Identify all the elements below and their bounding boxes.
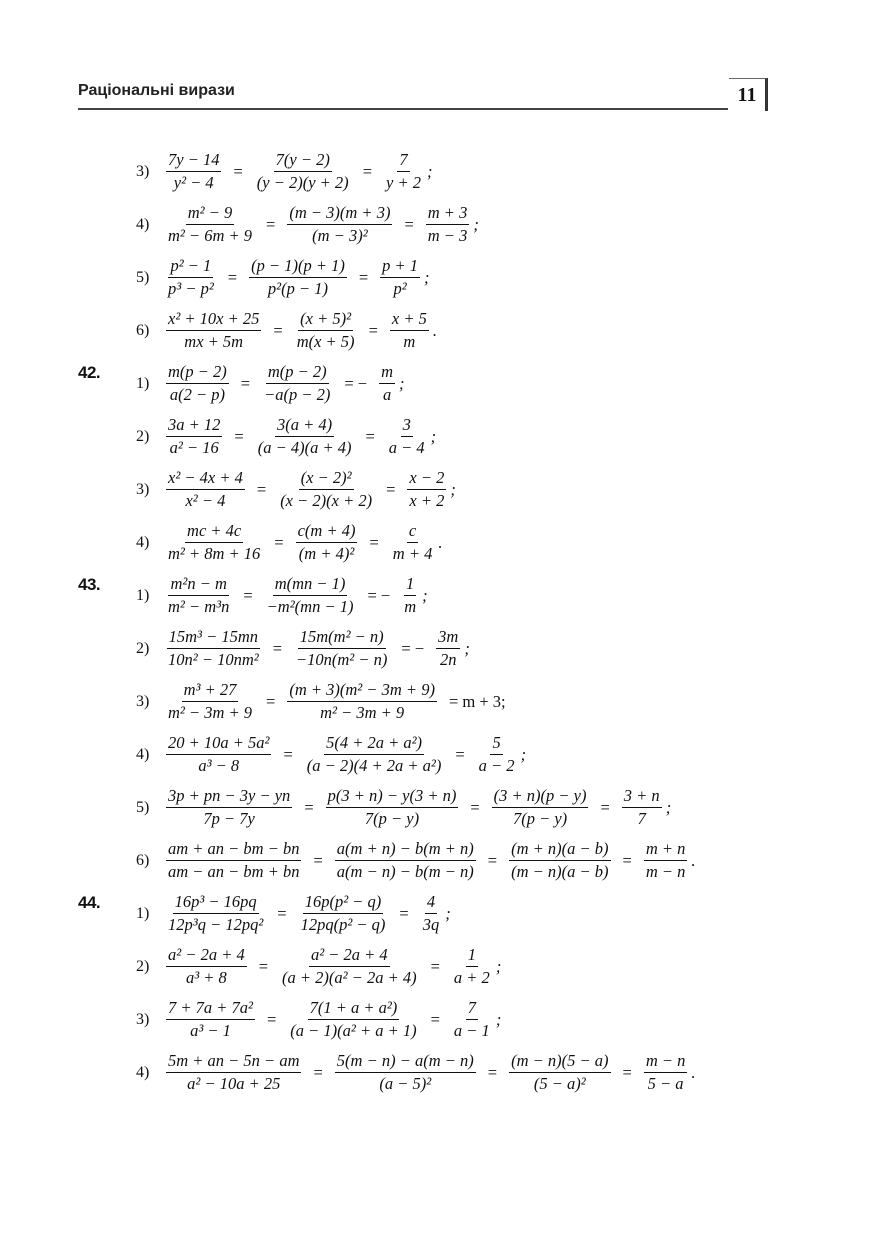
fraction (492, 786, 589, 829)
fraction (288, 998, 418, 1041)
item-label: 4) (136, 1063, 150, 1081)
fraction (295, 309, 357, 352)
problem-block (78, 569, 758, 887)
punctuation: ; (495, 956, 502, 976)
fraction (287, 680, 437, 723)
denominator: (m + 4)² (298, 544, 355, 563)
denominator: a(m − n) − b(m − n) (336, 862, 474, 881)
numerator: x² − 4x + 4 (166, 468, 245, 490)
fraction (305, 733, 444, 776)
numerator: m² − 9 (186, 203, 235, 225)
denominator: 7(p − y) (512, 809, 568, 828)
numerator: 15m³ − 15mn (167, 627, 260, 649)
solutions-content (78, 145, 758, 1099)
item-label: 6) (136, 851, 150, 869)
equation (162, 203, 479, 246)
denominator: 7 (637, 809, 646, 828)
item-label: 5) (136, 268, 150, 286)
numerator: 7y − 14 (166, 150, 221, 172)
fraction (166, 256, 216, 299)
fraction (407, 468, 446, 511)
section-title: Раціональні вирази (78, 82, 235, 99)
numerator: 20 + 10a + 5a² (166, 733, 271, 755)
numerator: 4 (425, 892, 437, 914)
denominator: a² − 16 (169, 438, 219, 457)
numerator: 7 (397, 150, 409, 172)
denominator: am − an − bm + bn (168, 862, 300, 881)
denominator: (m − n)(a − b) (511, 862, 609, 881)
denominator: mx + 5m (184, 332, 244, 351)
fraction (644, 1051, 688, 1094)
denominator: y + 2 (386, 173, 421, 192)
denominator: −10n(m² − n) (296, 650, 388, 669)
operator: = (622, 1062, 632, 1082)
numerator: (m − 3)(m + 3) (287, 203, 392, 225)
fraction (335, 839, 476, 882)
denominator: a(2 − p) (169, 385, 225, 404)
item-label: 3) (136, 162, 150, 180)
solution-line (78, 728, 758, 781)
numerator: (m − n)(5 − a) (509, 1051, 610, 1073)
operator: = (273, 320, 283, 340)
numerator: 15m(m² − n) (298, 627, 386, 649)
numerator: x² + 10x + 25 (166, 309, 261, 331)
equation (162, 945, 501, 988)
punctuation: . (691, 1062, 696, 1082)
denominator: m − 3 (427, 226, 468, 245)
denominator: (5 − a)² (533, 1074, 586, 1093)
operator: = − (367, 585, 391, 605)
operator: = (227, 267, 238, 287)
punctuation: ; (424, 267, 430, 287)
item-label: 1) (136, 374, 150, 392)
fraction (477, 733, 517, 776)
denominator: −m²(mn − 1) (266, 597, 354, 616)
denominator: y² − 4 (173, 173, 214, 192)
fraction (166, 415, 222, 458)
numerator: m + n (644, 839, 688, 861)
problem-number: 44. (78, 893, 101, 912)
equation (162, 892, 451, 935)
punctuation: ; (495, 1009, 502, 1029)
solution-line (78, 781, 758, 834)
fraction (644, 839, 688, 882)
solution-line (78, 357, 758, 410)
operator: = (266, 691, 276, 711)
numerator: 3 + n (622, 786, 662, 808)
fraction (421, 892, 442, 935)
item-label: 4) (136, 745, 150, 763)
numerator: a² − 2a + 4 (166, 945, 247, 967)
solution-line (78, 145, 758, 198)
fraction (509, 1051, 610, 1094)
operator: = (313, 1062, 323, 1082)
operator: = (622, 850, 632, 870)
item-label: 2) (136, 639, 150, 657)
solution-line (78, 410, 758, 463)
punctuation: ; (464, 638, 470, 658)
solution-line (78, 834, 758, 887)
fraction (299, 892, 388, 935)
numerator: m(p − 2) (166, 362, 229, 384)
page-number: 11 (729, 78, 768, 111)
fraction (166, 839, 301, 882)
equation (162, 680, 514, 723)
fraction (256, 415, 354, 458)
equation (162, 362, 405, 405)
operator: = (600, 797, 610, 817)
denominator: a − 2 (478, 756, 515, 775)
fraction (384, 150, 423, 193)
operator: = (399, 903, 409, 923)
operator: = (313, 850, 323, 870)
fraction (166, 574, 231, 617)
operator: = (256, 479, 267, 499)
punctuation: . (691, 850, 696, 870)
numerator: 3p + pn − 3y − yn (166, 786, 292, 808)
denominator: 10n² − 10nm² (168, 650, 259, 669)
solution-line (78, 993, 758, 1046)
page-header (78, 74, 768, 114)
denominator: (x − 2)(x + 2) (280, 491, 373, 510)
solution-line (78, 516, 758, 569)
denominator: m(x + 5) (296, 332, 355, 351)
denominator: a (382, 385, 392, 404)
item-label: 1) (136, 904, 150, 922)
denominator: 7p − 7y (203, 809, 255, 828)
numerator: (p − 1)(p + 1) (249, 256, 347, 278)
numerator: a² − 2a + 4 (309, 945, 390, 967)
operator: = (240, 373, 251, 393)
fraction (278, 468, 374, 511)
fraction (166, 1051, 301, 1094)
operator: = (243, 585, 253, 605)
numerator: x − 2 (407, 468, 446, 490)
equation (162, 150, 432, 193)
numerator: 1 (404, 574, 416, 596)
fraction (326, 786, 459, 829)
operator: = − (344, 373, 368, 393)
operator: = (368, 320, 378, 340)
punctuation: ; (473, 214, 479, 234)
item-label: 3) (136, 1010, 150, 1028)
denominator: x² − 4 (185, 491, 226, 510)
denominator: (a − 4)(a + 4) (257, 438, 352, 457)
operator: = (283, 744, 293, 764)
equation (162, 1051, 696, 1094)
problem-block (78, 887, 758, 1099)
solution-line (78, 940, 758, 993)
denominator: −a(p − 2) (264, 385, 331, 404)
numerator: c(m + 4) (296, 521, 358, 543)
numerator: 3 (401, 415, 413, 437)
fraction (166, 998, 255, 1041)
denominator: (a + 2)(a² − 2a + 4) (282, 968, 417, 987)
numerator: m + 3 (426, 203, 470, 225)
denominator: m (403, 332, 416, 351)
numerator: 7(y − 2) (274, 150, 332, 172)
numerator: 16p³ − 16pq (173, 892, 259, 914)
operator: = (455, 744, 465, 764)
solution-line (78, 887, 758, 940)
fraction (426, 203, 470, 246)
operator: = (487, 850, 498, 870)
solution-line (78, 1046, 758, 1099)
equation (162, 521, 442, 564)
equation (162, 309, 437, 352)
problem-block (78, 357, 758, 569)
denominator: (a − 2)(4 + 2a + a²) (306, 756, 442, 775)
problem-number: 42. (78, 363, 101, 382)
solution-line (78, 675, 758, 728)
solution-line (78, 463, 758, 516)
operator: = (369, 532, 379, 552)
numerator: p(3 + n) − y(3 + n) (326, 786, 459, 808)
item-label: 2) (136, 957, 150, 975)
operator: = m + 3; (448, 691, 506, 711)
fraction (166, 150, 221, 193)
denominator: (a − 5)² (379, 1074, 432, 1093)
equation (162, 839, 696, 882)
numerator: m(mn − 1) (273, 574, 348, 596)
numerator: 7 + 7a + 7a² (166, 998, 255, 1020)
numerator: 5(m − n) − a(m − n) (335, 1051, 476, 1073)
numerator: m³ + 27 (182, 680, 239, 702)
numerator: a(m + n) − b(m + n) (335, 839, 476, 861)
fraction (380, 256, 420, 299)
punctuation: ; (399, 373, 405, 393)
numerator: m − n (644, 1051, 688, 1073)
denominator: m² + 8m + 16 (168, 544, 261, 563)
fraction (166, 468, 245, 511)
fraction (296, 521, 358, 564)
denominator: p² (393, 279, 407, 298)
operator: = (404, 214, 414, 234)
denominator: m² − 3m + 9 (168, 703, 253, 722)
fraction (166, 945, 247, 988)
fraction (166, 892, 265, 935)
denominator: m + 4 (392, 544, 433, 563)
operator: = (470, 797, 480, 817)
operator: = (430, 956, 440, 976)
operator: = − (401, 638, 425, 658)
denominator: 2n (439, 650, 457, 669)
problem-number: 43. (78, 575, 101, 594)
denominator: 12p³q − 12pq² (168, 915, 264, 934)
numerator: (x + 5)² (298, 309, 353, 331)
operator: = (365, 426, 375, 446)
equation (162, 786, 671, 829)
item-label: 4) (136, 533, 150, 551)
numerator: 7 (466, 998, 478, 1020)
fraction (166, 362, 229, 405)
numerator: c (407, 521, 418, 543)
numerator: (m + 3)(m² − 3m + 9) (287, 680, 437, 702)
header-rule (78, 108, 728, 110)
numerator: 5m + an − 5n − am (166, 1051, 301, 1073)
fraction (391, 521, 435, 564)
fraction (379, 362, 395, 405)
fraction (390, 309, 429, 352)
item-label: 1) (136, 586, 150, 604)
solution-line (78, 304, 758, 357)
item-label: 3) (136, 692, 150, 710)
fraction (262, 362, 332, 405)
fraction (402, 574, 418, 617)
fraction (166, 680, 254, 723)
operator: = (258, 956, 269, 976)
fraction (622, 786, 662, 829)
numerator: (x − 2)² (299, 468, 354, 490)
fraction (255, 150, 351, 193)
numerator: m (379, 362, 395, 384)
punctuation: ; (450, 479, 456, 499)
punctuation: ; (445, 903, 451, 923)
problem-block (78, 145, 758, 357)
denominator: p³ − p² (168, 279, 214, 298)
numerator: m²n − m (168, 574, 228, 596)
equation (162, 733, 526, 776)
operator: = (234, 426, 244, 446)
numerator: (m + n)(a − b) (509, 839, 610, 861)
fraction (509, 839, 610, 882)
numerator: 16p(p² − q) (303, 892, 384, 914)
fraction (166, 786, 292, 829)
numerator: p + 1 (380, 256, 420, 278)
numerator: m(p − 2) (266, 362, 329, 384)
operator: = (304, 797, 314, 817)
denominator: m² − 6m + 9 (168, 226, 253, 245)
denominator: a² − 10a + 25 (187, 1074, 281, 1093)
solution-line (78, 569, 758, 622)
numerator: x + 5 (390, 309, 429, 331)
operator: = (266, 214, 276, 234)
denominator: m² − 3m + 9 (320, 703, 405, 722)
denominator: m² − m³n (168, 597, 230, 616)
operator: = (266, 1009, 277, 1029)
solution-line (78, 622, 758, 675)
denominator: 12pq(p² − q) (300, 915, 386, 934)
denominator: (m − 3)² (312, 226, 368, 245)
fraction (166, 521, 262, 564)
equation (162, 415, 436, 458)
fraction (249, 256, 347, 299)
numerator: 3a + 12 (166, 415, 222, 437)
equation (162, 468, 456, 511)
denominator: a − 4 (388, 438, 425, 457)
item-label: 2) (136, 427, 150, 445)
denominator: m − n (645, 862, 686, 881)
operator: = (487, 1062, 498, 1082)
numerator: 3m (436, 627, 460, 649)
numerator: (3 + n)(p − y) (492, 786, 589, 808)
denominator: p²(p − 1) (267, 279, 328, 298)
numerator: 1 (466, 945, 478, 967)
fraction (166, 203, 254, 246)
fraction (335, 1051, 476, 1094)
punctuation: ; (430, 426, 437, 446)
item-label: 3) (136, 480, 150, 498)
operator: = (362, 161, 372, 181)
equation (162, 627, 470, 670)
operator: = (233, 161, 243, 181)
fraction (387, 415, 427, 458)
item-label: 4) (136, 215, 150, 233)
item-label: 6) (136, 321, 150, 339)
operator: = (358, 267, 369, 287)
fraction (452, 998, 492, 1041)
numerator: 3(a + 4) (275, 415, 334, 437)
fraction (287, 203, 392, 246)
denominator: 3q (422, 915, 440, 934)
punctuation: ; (520, 744, 527, 764)
fraction (265, 574, 356, 617)
punctuation: ; (426, 161, 433, 181)
operator: = (430, 1009, 440, 1029)
denominator: a³ + 8 (185, 968, 227, 987)
denominator: x + 2 (409, 491, 445, 510)
solution-line (78, 198, 758, 251)
fraction (280, 945, 419, 988)
equation (162, 574, 428, 617)
operator: = (272, 638, 283, 658)
punctuation: ; (665, 797, 672, 817)
denominator: a − 1 (453, 1021, 490, 1040)
punctuation: . (438, 532, 443, 552)
denominator: a³ − 8 (198, 756, 240, 775)
fraction (452, 945, 492, 988)
fraction (166, 309, 261, 352)
numerator: 7(1 + a + a²) (308, 998, 400, 1020)
numerator: 5 (490, 733, 502, 755)
numerator: am + an − bm − bn (166, 839, 301, 861)
solution-line (78, 251, 758, 304)
operator: = (277, 903, 287, 923)
denominator: (a − 1)(a² + a + 1) (290, 1021, 417, 1040)
fraction (166, 733, 271, 776)
denominator: 5 − a (647, 1074, 684, 1093)
operator: = (274, 532, 284, 552)
fraction (166, 627, 261, 670)
operator: = (386, 479, 396, 499)
numerator: mc + 4c (185, 521, 243, 543)
equation (162, 998, 501, 1041)
denominator: a³ − 1 (190, 1021, 231, 1040)
punctuation: . (432, 320, 437, 340)
item-label: 5) (136, 798, 150, 816)
punctuation: ; (422, 585, 428, 605)
denominator: a + 2 (453, 968, 490, 987)
numerator: 5(4 + 2a + a²) (324, 733, 424, 755)
equation (162, 256, 430, 299)
denominator: 7(p − y) (364, 809, 420, 828)
fraction (436, 627, 460, 670)
denominator: (y − 2)(y + 2) (256, 173, 349, 192)
numerator: p² − 1 (168, 256, 213, 278)
denominator: m (404, 597, 417, 616)
fraction (294, 627, 389, 670)
